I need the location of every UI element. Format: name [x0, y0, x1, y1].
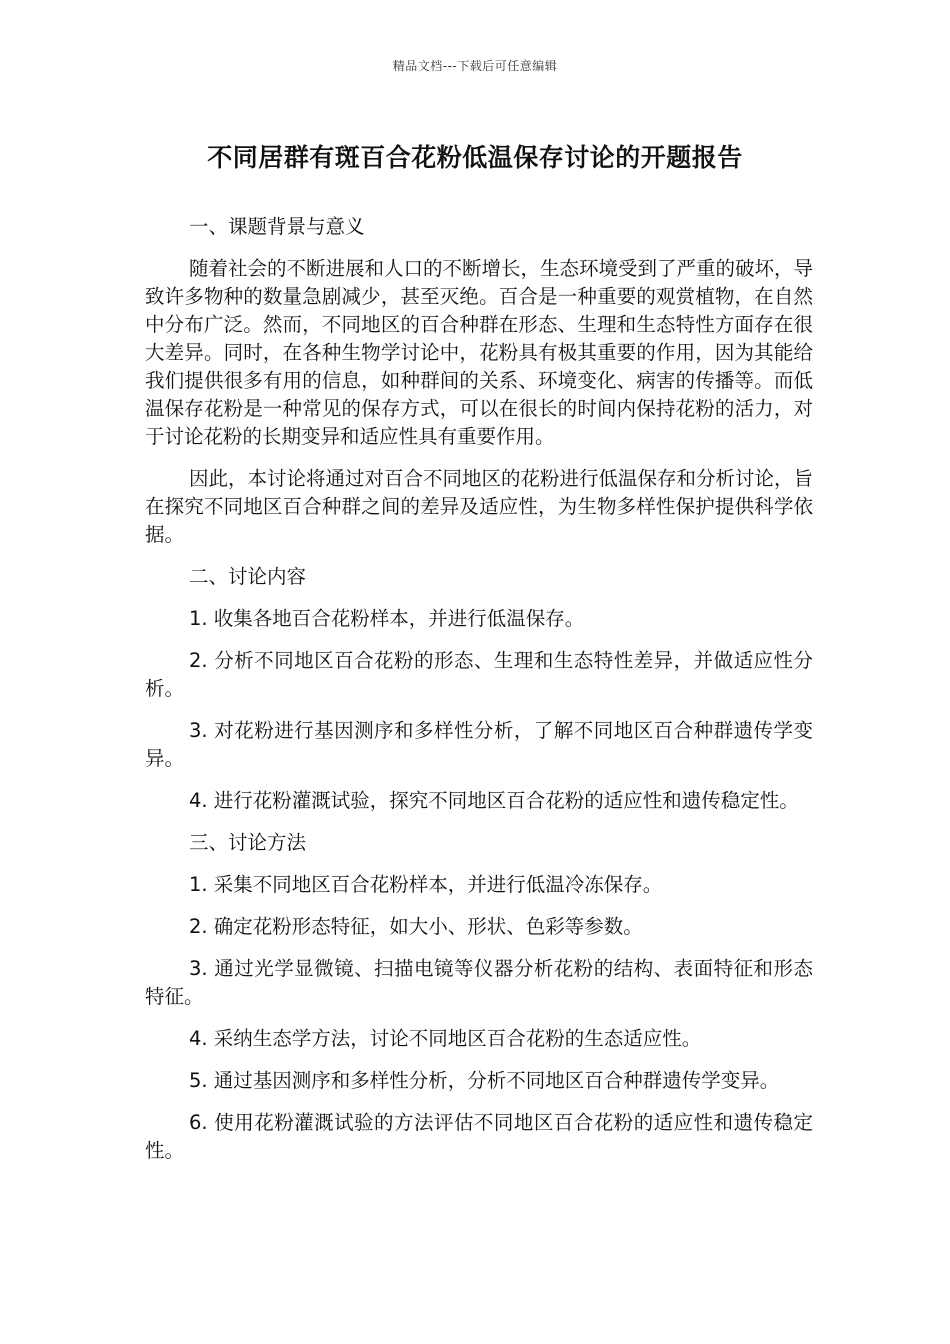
method-item-6: 6. 使用花粉灌溉试验的方法评估不同地区百合花粉的适应性和遗传稳定性。 [145, 1111, 813, 1162]
method-item-3: 3. 通过光学显微镜、扫描电镜等仪器分析花粉的结构、表面特征和形态特征。 [145, 957, 813, 1008]
document-body [145, 213, 813, 1179]
paragraph-purpose: 因此，本讨论将通过对百合不同地区的花粉进行低温保存和分析讨论，旨在探究不同地区百合种群之间的差异及适应性，为生物多样性保护提供科学依据。 [145, 467, 814, 546]
content-item-1: 1. 收集各地百合花粉样本，并进行低温保存。 [189, 607, 585, 630]
content-item-2: 2. 分析不同地区百合花粉的形态、生理和生态特性差异，并做适应性分析。 [145, 649, 813, 700]
paragraph-background: 随着社会的不断进展和人口的不断增长，生态环境受到了严重的破坏，导致许多物种的数量急剧减少，甚至灭绝。百合是一种重要的观赏植物，在自然中分布广泛。然而，不同地区的百合种群在形态、生理和生态特性方面存在很大差异。同时，在各种生物学讨论中，花粉具有极其重要的作用，因为其能给我们提供很多有用的信息，如种群间的关系、环境变化、病害的传播等。而低温保存花粉是一种常见的保存方式，可以在很长的时间内保持花粉的活力，对于讨论花粉的长期变异和适应性具有重要作用。 [145, 257, 814, 448]
document-title: 不同居群有斑百合花粉低温保存讨论的开题报告 [207, 143, 743, 172]
content-item-4: 4. 进行花粉灌溉试验，探究不同地区百合花粉的适应性和遗传稳定性。 [189, 789, 799, 812]
method-item-2: 2. 确定花粉形态特征，如大小、形状、色彩等参数。 [189, 915, 643, 938]
content-item-3: 3. 对花粉进行基因测序和多样性分析，了解不同地区百合种群遗传学变异。 [145, 719, 813, 770]
method-item-5: 5. 通过基因测序和多样性分析，分析不同地区百合种群遗传学变异。 [189, 1069, 780, 1092]
section-heading-background: 一、课题背景与意义 [189, 215, 365, 238]
section-heading-methods: 三、讨论方法 [189, 831, 307, 854]
header-note: 精品文档---下载后可任意编辑 [392, 59, 558, 73]
method-item-1: 1. 采集不同地区百合花粉样本，并进行低温冷冻保存。 [189, 873, 663, 896]
method-item-4: 4. 采纳生态学方法，讨论不同地区百合花粉的生态适应性。 [189, 1027, 702, 1050]
section-heading-content: 二、讨论内容 [189, 565, 307, 588]
